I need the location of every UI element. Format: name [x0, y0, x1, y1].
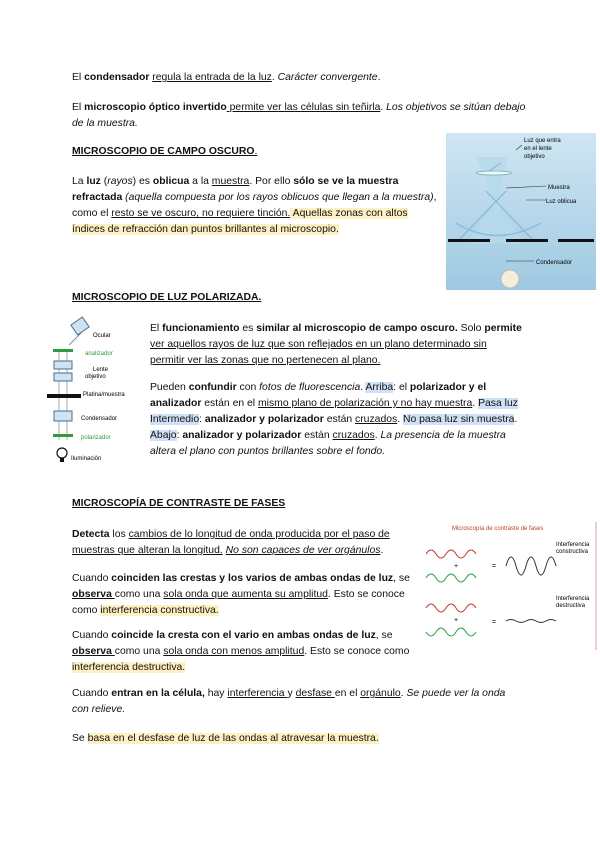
- text: .: [380, 102, 387, 113]
- label-stage: Platina/muestra: [83, 392, 125, 398]
- polarizer-element: [53, 434, 73, 437]
- text: observa: [72, 589, 115, 600]
- text: microscopio óptico invertido: [84, 102, 227, 113]
- text: como una: [114, 646, 164, 657]
- text: Pasa luz Intermedio: [150, 398, 518, 425]
- text: :: [176, 430, 183, 441]
- dark-field-paragraph: [72, 174, 438, 238]
- text: y: [287, 688, 296, 699]
- text: Aquellas zonas con altos índices de refracción dan puntos brillantes al microscopio.: [72, 208, 408, 235]
- text: (aquella compuesta por los rayos oblicuos que llegan a la muestra): [125, 192, 434, 203]
- text: La: [72, 176, 87, 187]
- text: cruzados: [332, 430, 375, 441]
- label-ocular: Ocular: [93, 333, 111, 339]
- red-wave-top: [426, 550, 476, 558]
- text: .: [514, 414, 518, 425]
- text: interferencia: [227, 688, 288, 699]
- dark-field-diagram: [446, 133, 596, 290]
- intro-paragraph-2: [72, 100, 532, 132]
- text: .: [400, 688, 407, 699]
- label-constructive-2: constructiva: [556, 549, 589, 555]
- text: Solo: [457, 323, 485, 334]
- text: Se: [72, 733, 88, 744]
- objective-lens: [54, 361, 72, 369]
- label-condenser: Condensador: [536, 260, 573, 266]
- text: .: [254, 146, 258, 157]
- text: con: [236, 382, 260, 393]
- label-illumination: Iluminación: [71, 456, 102, 462]
- label-destructive-1: Interferencia: [556, 596, 590, 602]
- text: orgánulo: [360, 688, 401, 699]
- text: luz: [86, 176, 101, 187]
- text: muestra: [211, 176, 250, 187]
- text: regula la entrada de la luz: [152, 72, 272, 83]
- text: .: [377, 72, 381, 83]
- text: El: [72, 102, 85, 113]
- text: sola onda con menos amplitud: [163, 646, 305, 657]
- text: entran en la célula,: [111, 688, 205, 699]
- dark-field-heading: [72, 146, 257, 157]
- stage-bar: [506, 239, 548, 242]
- resulting-wave-constructive: [506, 557, 556, 575]
- text: desfase: [295, 688, 335, 699]
- label-light-enters: Luz que entra: [524, 138, 561, 144]
- label-light-enters-2: en el lente: [524, 146, 552, 152]
- text: condensador: [84, 72, 150, 83]
- text: Carácter convergente: [277, 72, 378, 83]
- label-lens: Lente: [93, 367, 109, 373]
- text: :: [199, 414, 205, 425]
- text: , se: [393, 573, 410, 584]
- text: Pueden: [150, 382, 189, 393]
- ocular-shape: [71, 317, 89, 335]
- figure-title: Microscopía de contraste de fases: [452, 526, 544, 532]
- label-constructive-1: Interferencia: [556, 542, 590, 548]
- text: , como el: [72, 192, 437, 219]
- intro-paragraph-1: [72, 70, 522, 86]
- text: están: [323, 414, 356, 425]
- text: cruzados: [355, 414, 398, 425]
- text: Cuando: [72, 630, 112, 641]
- text: a la: [189, 176, 212, 187]
- text: ) es: [132, 176, 153, 187]
- text: basa en el desfase de luz de las ondas al atravesar la muestra.: [87, 733, 379, 744]
- text: . Esto se conoce como: [304, 646, 410, 657]
- diagram-background: [446, 133, 596, 290]
- text: fotos de fluorescencia: [259, 382, 361, 393]
- text: similar al microscopio de campo oscuro.: [256, 323, 458, 334]
- text: Los objetivos se sitúan debajo de la muestra.: [72, 102, 526, 129]
- polarized-paragraph-2: [150, 380, 530, 460]
- lens: [476, 171, 512, 175]
- text: funcionamiento: [162, 323, 240, 334]
- analyzer-element: [53, 349, 73, 352]
- text: observa: [72, 646, 115, 657]
- text: , se: [375, 630, 393, 641]
- text: es: [239, 323, 257, 334]
- text: El: [150, 323, 163, 334]
- text: coincide la cresta con el vario en ambas ondas de luz: [111, 630, 376, 641]
- objective-lens: [54, 373, 72, 381]
- text: están: [301, 430, 333, 441]
- text: cambios de lo longitud de onda producida por el paso de muestras que alteran la longitud.: [72, 529, 390, 556]
- stage-element: [47, 394, 81, 398]
- phase-paragraph-3: [72, 628, 417, 676]
- text: analizador y polarizador: [182, 430, 302, 441]
- text: están en el: [201, 398, 259, 409]
- equals-sign: =: [492, 563, 497, 570]
- text: polarizador y el analizador: [150, 382, 487, 409]
- text: .: [472, 398, 479, 409]
- label-condenser: Condensador: [81, 416, 118, 422]
- text: Detecta: [72, 529, 110, 540]
- text: Cuando: [72, 573, 112, 584]
- text: .: [397, 414, 403, 425]
- text: Cuando: [72, 688, 112, 699]
- text: Abajo: [150, 430, 177, 441]
- text: Arriba: [365, 382, 394, 393]
- text: permite: [484, 323, 522, 334]
- text: MICROSCOPIO DE CAMPO OSCURO: [72, 146, 255, 157]
- text: permite ver las células sin teñirla: [226, 102, 381, 113]
- text: rayos: [107, 176, 133, 187]
- text: interferencia destructiva.: [72, 662, 186, 673]
- label-oblique-light: Luz oblicua: [546, 199, 577, 205]
- text: los: [109, 529, 129, 540]
- text: en el: [334, 688, 361, 699]
- text: confundir: [188, 382, 237, 393]
- text: .: [360, 382, 366, 393]
- light-source: [501, 270, 519, 288]
- label-objective: objetivo: [85, 374, 106, 380]
- condenser-element: [54, 411, 72, 421]
- plus-sign: +: [454, 617, 459, 624]
- stage-bar: [558, 239, 594, 242]
- text: . Por ello: [249, 176, 294, 187]
- text: interferencia constructiva.: [100, 605, 219, 616]
- label-destructive-2: destructiva: [556, 603, 586, 609]
- text: mismo plano de polarización y no hay muestra: [258, 398, 473, 409]
- text: sólo se ve la muestra refractada: [72, 176, 399, 203]
- text: coinciden las crestas y los varios de ambas ondas de luz: [111, 573, 394, 584]
- lamp-base: [60, 458, 64, 462]
- text: sola onda que aumenta su amplitud: [163, 589, 328, 600]
- text: resto se ve oscuro, no requiere tinción.: [111, 208, 291, 219]
- equals-sign: =: [492, 619, 497, 626]
- text: .: [374, 430, 381, 441]
- phase-paragraph-2: [72, 571, 417, 619]
- text: No pasa luz sin muestra: [402, 414, 515, 425]
- text: ver aquellos rayos de luz que son reflejados en un plano determinado sin permitir ver las zonas que no pertenecen al plano.: [150, 339, 487, 366]
- label-sample: Muestra: [548, 185, 570, 191]
- text: La presencia de la muestra altera el plano con puntos brillantes sobre el fondo.: [150, 430, 506, 457]
- phase-paragraph-5: [72, 731, 522, 747]
- text: analizador y polarizador: [204, 414, 324, 425]
- text: .: [380, 545, 384, 556]
- phase-paragraph-1: [72, 527, 422, 559]
- label-light-enters-3: objetivo: [524, 154, 545, 160]
- stage-bar: [448, 239, 490, 242]
- text: : el: [393, 382, 410, 393]
- text: hay: [204, 688, 228, 699]
- label-polarizer: polarizador: [81, 435, 111, 441]
- green-wave-bottom: [426, 628, 476, 636]
- phase-contrast-diagram: [420, 520, 598, 652]
- text: El: [72, 72, 85, 83]
- red-wave-bottom: [426, 604, 476, 612]
- lamp-icon: [57, 448, 67, 458]
- polarized-heading: MICROSCOPIO DE LUZ POLARIZADA.: [72, 292, 262, 303]
- resulting-wave-destructive: [506, 620, 556, 623]
- text: (: [100, 176, 108, 187]
- text: . Esto se conoce como: [72, 589, 405, 616]
- text: como una: [114, 589, 164, 600]
- green-wave-top: [426, 574, 476, 582]
- text: .: [271, 72, 278, 83]
- label-analyzer: analizador: [85, 351, 113, 357]
- phase-paragraph-4: [72, 686, 522, 718]
- ocular-line: [69, 333, 81, 345]
- plus-sign: +: [454, 563, 459, 570]
- text: Se puede ver la onda con relieve.: [72, 688, 506, 715]
- phase-contrast-heading: MICROSCOPÍA DE CONTRASTE DE FASES: [72, 498, 286, 509]
- text: oblicua: [152, 176, 190, 187]
- text: No son capaces de ver orgánulos: [225, 545, 381, 556]
- polarized-microscope-diagram: [45, 315, 145, 467]
- polarized-paragraph-1: [150, 321, 524, 369]
